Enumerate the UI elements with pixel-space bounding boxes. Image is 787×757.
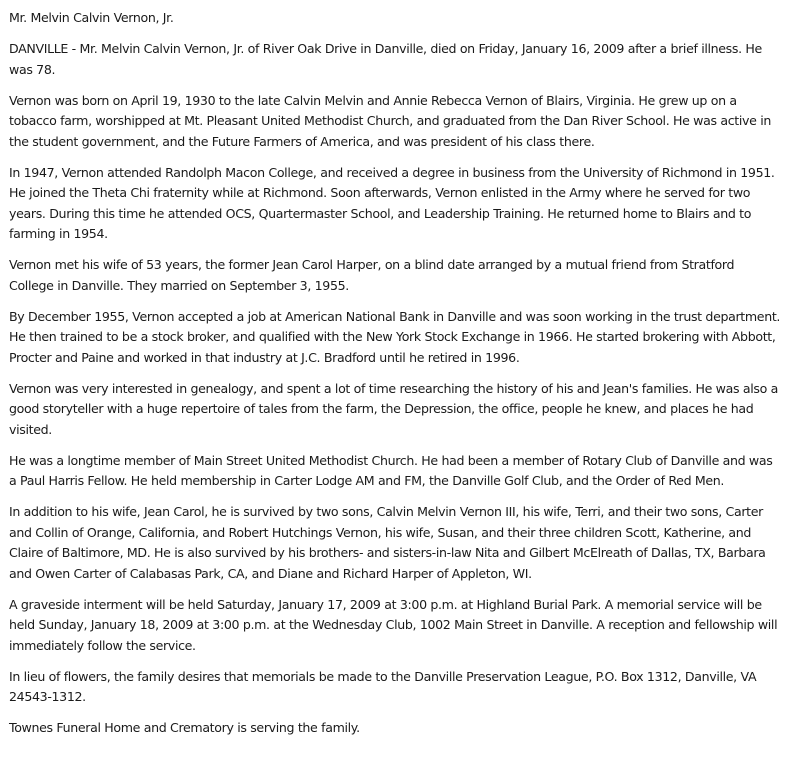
paragraph-early-life: Vernon was born on April 19, 1930 to the late Calvin Melvin and Annie Rebecca Vernon of Blairs, Virginia. He grew up on a tobacco farm, worshipped at Mt. Pleasant United Methodist Church, and graduated from the Dan River School. He was active in the student government, and the Future Farmers of America, and was president of his class there.: [9, 92, 771, 149]
obituary-document: [9, 8, 781, 749]
paragraph-survivors: In addition to his wife, Jean Carol, he is survived by two sons, Calvin Melvin Vernon III, his wife, Terri, and their two sons, Carter and Collin of Orange, California, and Robert Hutchings Vernon, his wife, Susan, and their three children Scott, Katherine, and Claire of Baltimore, MD. He is also survived by his brothers- and sisters-in-law Nita and Gilbert McElreath of Dallas, TX, Barbara and Owen Carter of Calabasas Park, CA, and Diane and Richard Harper of Appleton, WI.: [9, 504, 766, 581]
paragraph-interests: Vernon was very interested in genealogy, and spent a lot of time researching the history of his and Jean's families. He was also a good storyteller with a huge repertoire of tales from the farm, the Depression, the office, people he knew, and places he had visited.: [9, 380, 778, 437]
paragraph-announcement: DANVILLE - Mr. Melvin Calvin Vernon, Jr. of River Oak Drive in Danville, died on Friday, January 16, 2009 after a brief illness. He was 78.: [9, 41, 762, 77]
paragraph-memberships: He was a longtime member of Main Street United Methodist Church. He had been a member of Rotary Club of Danville and was a Paul Harris Fellow. He held membership in Carter Lodge AM and FM, the Danville Golf Club, and the Order of Red Men.: [9, 452, 773, 488]
paragraph-marriage: Vernon met his wife of 53 years, the former Jean Carol Harper, on a blind date arranged by a mutual friend from Stratford College in Danville. They married on September 3, 1955.: [9, 257, 735, 293]
paragraph-funeral-home: Townes Funeral Home and Crematory is serving the family.: [9, 720, 360, 735]
paragraph-services: A graveside interment will be held Saturday, January 17, 2009 at 3:00 p.m. at Highland Burial Park. A memorial service will be held Sunday, January 18, 2009 at 3:00 p.m. at the Wednesday Club, 1002 Main Street in Danville. A reception and fellowship will immediately follow the service.: [9, 596, 778, 653]
document-title: Mr. Melvin Calvin Vernon, Jr.: [9, 10, 174, 25]
paragraph-memorials: In lieu of flowers, the family desires that memorials be made to the Danville Preservation League, P.O. Box 1312, Danville, VA 24543-1312.: [9, 668, 757, 704]
paragraph-education-military: In 1947, Vernon attended Randolph Macon College, and received a degree in business from the University of Richmond in 1951. He joined the Theta Chi fraternity while at Richmond. Soon afterwards, Vernon enlisted in the Army where he served for two years. During this time he attended OCS, Quartermaster School, and Leadership Training. He returned home to Blairs and to farming in 1954.: [9, 164, 775, 241]
paragraph-career: By December 1955, Vernon accepted a job at American National Bank in Danville and was soon working in the trust department. He then trained to be a stock broker, and qualified with the New York Stock Exchange in 1966. He started brokering with Abbott, Procter and Paine and worked in that industry at J.C. Bradford until he retired in 1996.: [9, 308, 781, 365]
